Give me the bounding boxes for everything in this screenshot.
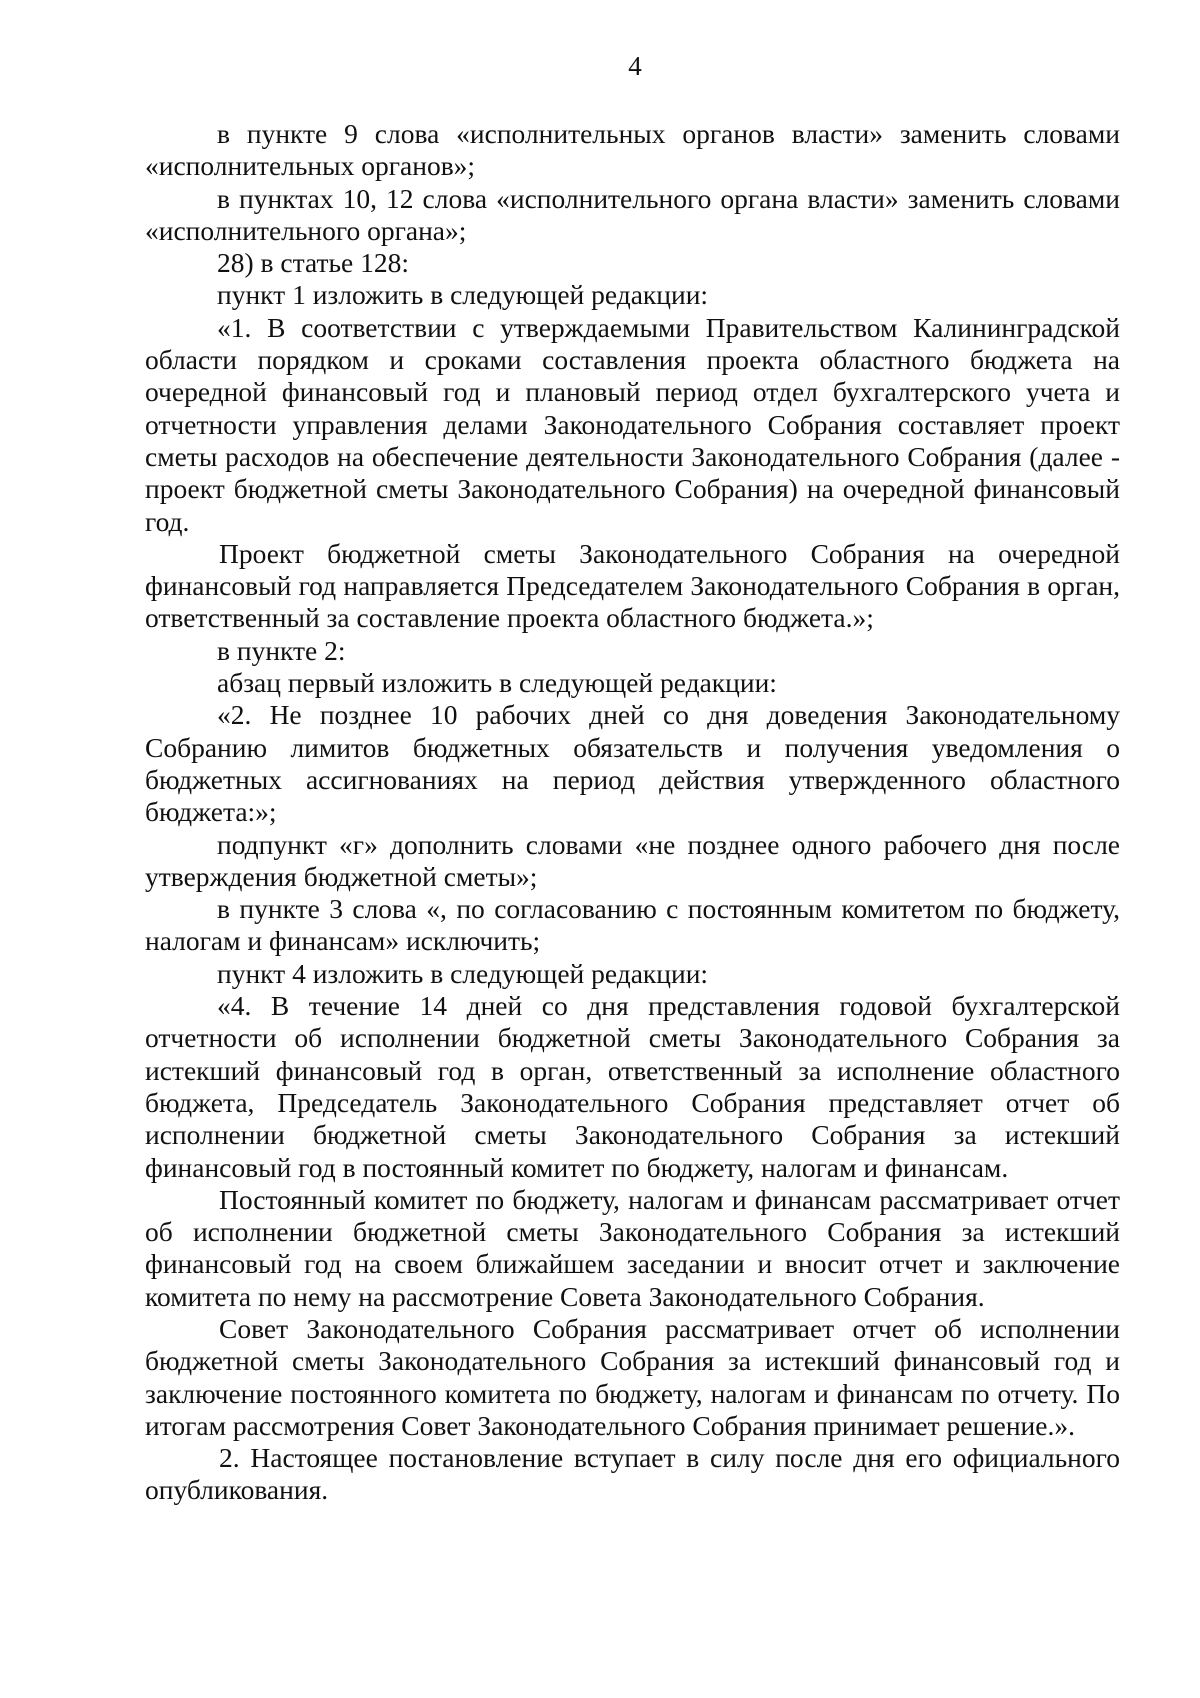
paragraph: абзац первый изложить в следующей редакции:	[217, 667, 777, 699]
paragraph: в пункте 2:	[217, 634, 346, 666]
paragraph: подпункт «г» дополнить словами «не позднее одного рабочего дня после утверждения бюджетной сметы»;	[145, 828, 1120, 892]
paragraph: пункт 1 изложить в следующей редакции:	[217, 279, 709, 311]
paragraph: «2. Не позднее 10 рабочих дней со дня доведения Законодательному Собранию лимитов бюджетных обязательств и получения уведомления о бюджетных ассигнованиях на период действия утвержденного областного бюджета:»;	[145, 699, 1120, 828]
document-body	[145, 118, 1120, 1507]
paragraph: Совет Законодательного Собрания рассматривает отчет об исполнении бюджетной сметы Законодательного Собрания за истекший финансовый год и заключение постоянного комитета по бюджету, налогам и финансам по отчету. По итогам рассмотрения Совет Законодательного Собрания принимает решение.».	[145, 1312, 1120, 1441]
paragraph: 28) в статье 128:	[217, 247, 409, 279]
paragraph: Постоянный комитет по бюджету, налогам и финансам рассматривает отчет об исполнении бюджетной сметы Законодательного Собрания за истекший финансовый год на своем ближайшем заседании и вносит отчет и заключение комитета по нему на рассмотрение Совета Законодательного Собрания.	[145, 1183, 1120, 1312]
paragraph: в пункте 3 слова «, по согласованию с постоянным комитетом по бюджету, налогам и финансам» исключить;	[145, 893, 1120, 957]
page-number: 4	[628, 51, 642, 81]
paragraph: «4. В течение 14 дней со дня представления годовой бухгалтерской отчетности об исполнении бюджетной сметы Законодательного Собрания за истекший финансовый год в орган, ответственный за исполнение областного бюджета, Председатель Законодательного Собрания представляет отчет об исполнении бюджетной сметы Законодательного Собрания за истекший финансовый год в постоянный комитет по бюджету, налогам и финансам.	[145, 990, 1120, 1183]
paragraph: «1. В соответствии с утверждаемыми Правительством Калининградской области порядком и сроками составления проекта областного бюджета на очередной финансовый год и плановый период отдел бухгалтерского учета и отчетности управления делами Законодательного Собрания составляет проект сметы расходов на обеспечение деятельности Законодательного Собрания (далее - проект бюджетной сметы Законодательного Собрания) на очередной финансовый год.	[145, 311, 1120, 537]
paragraph: в пункте 9 слова «исполнительных органов власти» заменить словами «исполнительных органов»;	[145, 118, 1120, 182]
paragraph: 2. Настоящее постановление вступает в силу после дня его официального опубликования.	[145, 1442, 1120, 1506]
paragraph: пункт 4 изложить в следующей редакции:	[217, 957, 709, 989]
paragraph: в пунктах 10, 12 слова «исполнительного органа власти» заменить словами «исполнительного органа»;	[145, 182, 1120, 246]
paragraph: Проект бюджетной сметы Законодательного Собрания на очередной финансовый год направляется Председателем Законодательного Собрания в орган, ответственный за составление проекта областного бюджета.»;	[145, 537, 1120, 634]
